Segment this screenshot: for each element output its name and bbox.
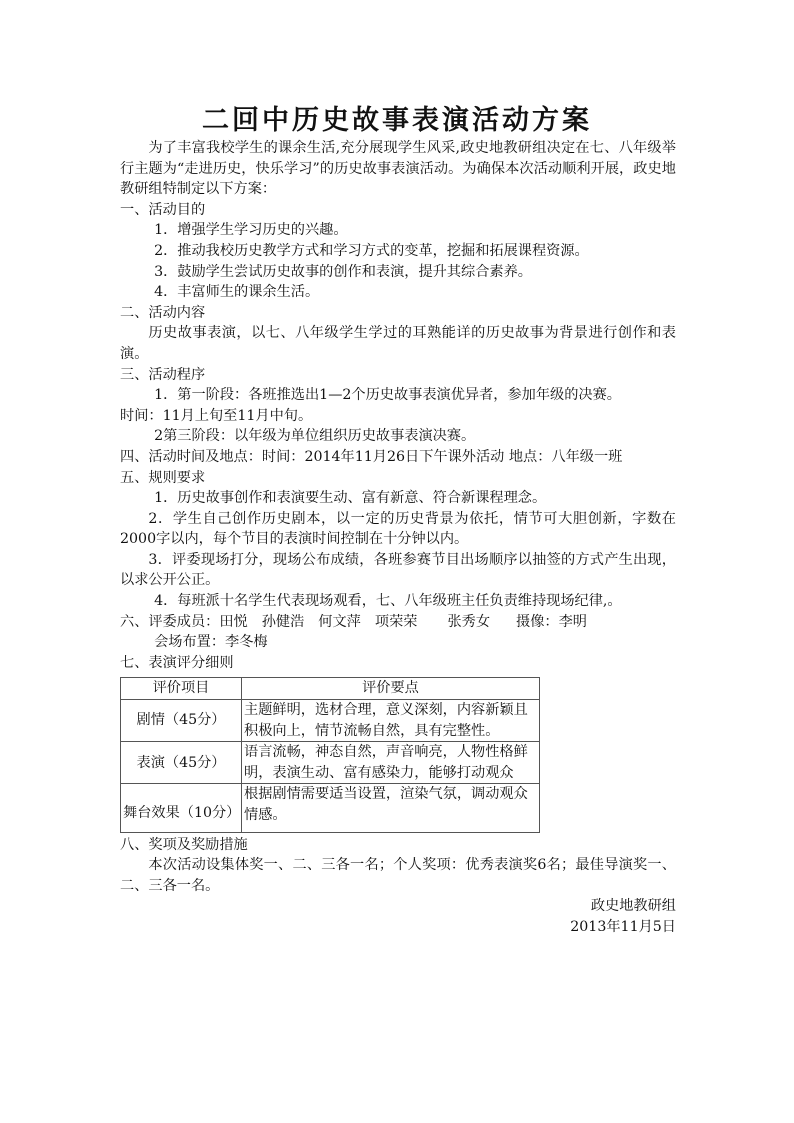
- section-5-item: 1．历史故事创作和表演要生动、富有新意、符合新课程理念。: [154, 490, 547, 507]
- document-title: 二回中历史故事表演活动方案: [202, 105, 592, 136]
- section-1-item: 3．鼓励学生尝试历史故事的创作和表演，提升其综合素养。: [154, 263, 532, 280]
- table-cell-points: 根据剧情需要适当设置，渲染气氛，调动观众情感。: [242, 784, 540, 832]
- table-row: [121, 784, 540, 832]
- table-header-cell: 评价项目: [121, 678, 242, 700]
- section-3-stage-1-time: 时间：11月上旬至11月中旬。: [120, 407, 313, 424]
- judge-name: 项荣荣: [374, 613, 418, 630]
- signature-org: 政史地教研组: [590, 898, 676, 915]
- section-3-stage-1: 1．第一阶段：各班推选出1—2个历史故事表演优异者，参加年级的决赛。: [154, 387, 621, 404]
- table-header-cell: 评价要点: [242, 678, 540, 700]
- judge-name: 张秀女: [447, 613, 491, 630]
- venue-setup: 会场布置：李冬梅: [154, 634, 268, 651]
- section-3-stage-2: 2第三阶段：以年级为单位组织历史故事表演决赛。: [154, 428, 476, 445]
- section-1-item: 1．增强学生学习历史的兴趣。: [154, 222, 348, 239]
- judges-label: 六、评委成员：: [120, 613, 220, 630]
- table-cell-points: 语言流畅，神态自然，声音响亮，人物性格鲜明，表演生动、富有感染力，能够打动观众: [242, 742, 540, 784]
- section-8-text: 本次活动设集体奖一、二、三各一名；个人奖项：优秀表演奖6名；最佳导演奖一、二、三各一名。: [120, 857, 676, 894]
- judge-name: 何文萍: [318, 613, 361, 630]
- intro-paragraph: 为了丰富我校学生的课余生活,充分展现学生风采,政史地教研组决定在七、八年级举行主题为“走进历史，快乐学习”的历史故事表演活动。为确保本次活动顺利开展，政史地教研组特制定以下方案：: [120, 140, 676, 198]
- section-4-text: 四、活动时间及地点：时间：2014年11月26日下午课外活动 地点：八年级一班: [120, 448, 623, 465]
- table-cell-item: 表演（45分）: [121, 742, 242, 784]
- section-5-heading: 五、规则要求: [120, 469, 206, 486]
- document-body: [120, 138, 676, 938]
- signature-date: 2013年11月5日: [570, 918, 676, 935]
- table-cell-item: 剧情（45分）: [121, 700, 242, 742]
- judge-name: 田悦: [219, 613, 248, 630]
- table-cell-points: 主题鲜明，选材合理，意义深刻，内容新颖且积极向上，情节流畅自然，具有完整性。: [242, 700, 540, 742]
- table-row: [121, 742, 540, 784]
- camera-operator: 摄像：李明: [516, 613, 587, 630]
- section-5-item: 3．评委现场打分，现场公布成绩，各班参赛节目出场顺序以抽签的方式产生出现，以求公开公正。: [120, 551, 676, 589]
- section-1-item: 2．推动我校历史教学方式和学习方式的变革，挖掘和拓展课程资源。: [154, 242, 589, 259]
- section-5-item: 2．学生自己创作历史剧本，以一定的历史背景为依托，情节可大胆创新，字数在2000字以内，每个节目的表演时间控制在十分钟以内。: [120, 510, 676, 548]
- section-7-heading: 七、表演评分细则: [120, 654, 234, 671]
- section-3-heading: 三、活动程序: [120, 366, 206, 383]
- section-2-heading: 二、活动内容: [120, 304, 206, 321]
- judge-name: 孙健浩: [261, 613, 305, 630]
- section-2-text: 历史故事表演，以七、八年级学生学过的耳熟能详的历史故事为背景进行创作和表演。: [120, 325, 676, 362]
- table-header-row: [121, 678, 540, 700]
- section-1-heading: 一、活动目的: [120, 201, 206, 218]
- table-row: [121, 700, 540, 742]
- table-cell-item: 舞台效果（10分）: [121, 784, 242, 832]
- section-8-heading: 八、奖项及奖励措施: [120, 836, 248, 853]
- section-6-judges: [120, 612, 676, 633]
- scoring-table: [120, 677, 540, 832]
- section-5-item: 4．每班派十名学生代表现场观看，七、八年级班主任负责维持现场纪律,。: [154, 593, 622, 610]
- section-1-item: 4．丰富师生的课余生活。: [154, 284, 320, 301]
